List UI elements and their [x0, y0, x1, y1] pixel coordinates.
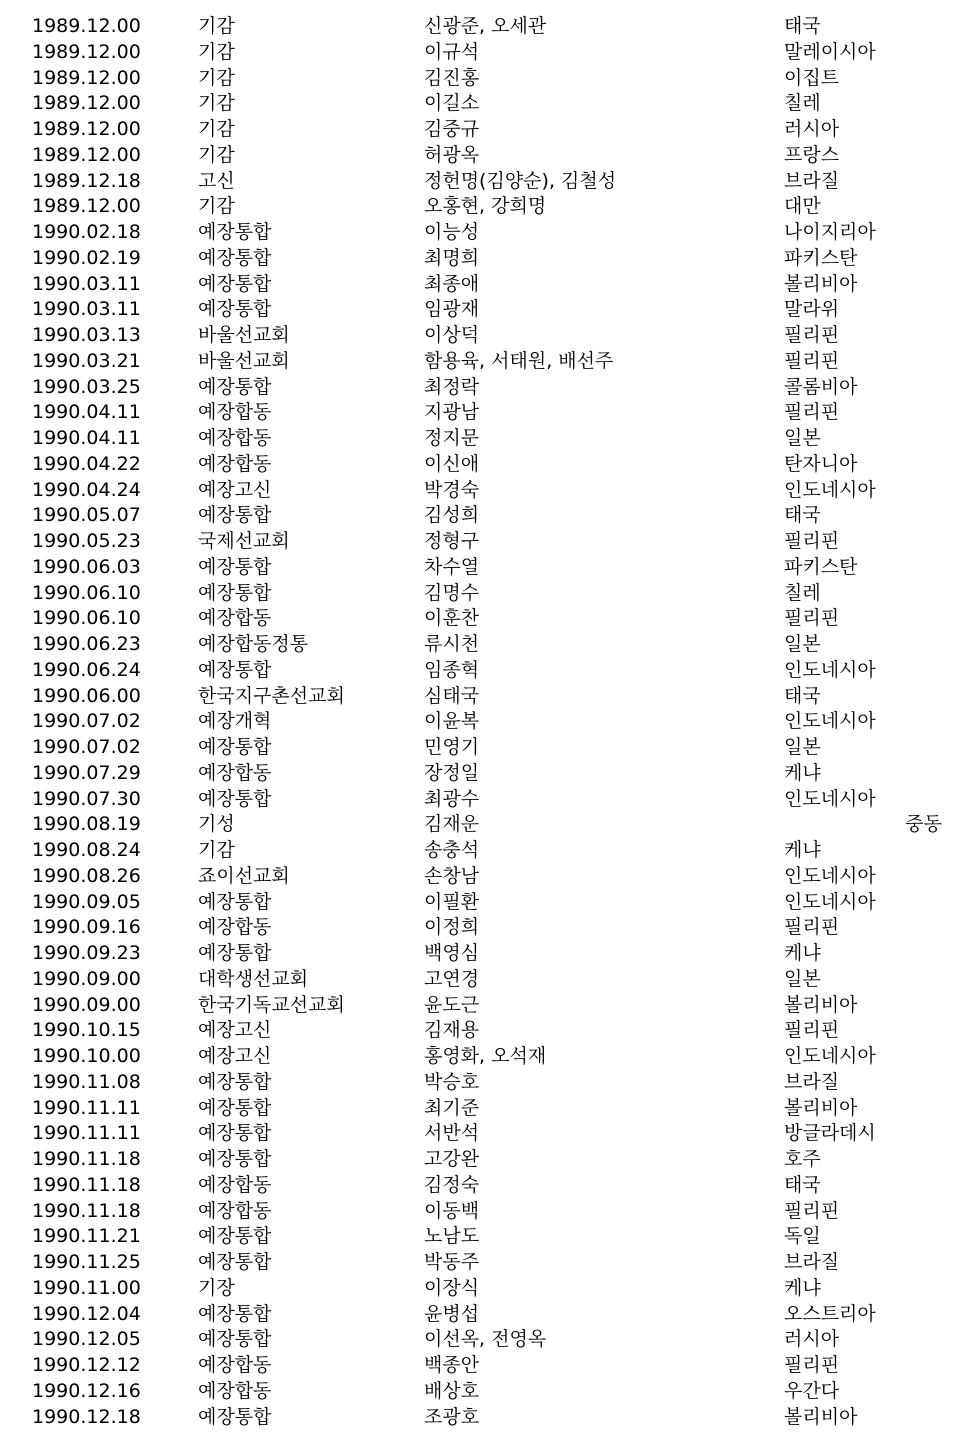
record-missionary-name: 김재용 [424, 1019, 480, 1042]
record-country: 필리핀 [784, 1354, 840, 1376]
record-missionary-name: 이상덕 [424, 324, 480, 346]
record-missionary-name: 최정락 [424, 375, 480, 398]
record-date: 1990.11.08 [32, 1070, 141, 1093]
record-missionary-name: 최기준 [424, 1096, 480, 1119]
record-missionary-name: 민영기 [424, 736, 480, 758]
record-row [0, 169, 970, 195]
record-missionary-name: 최종애 [424, 272, 480, 295]
record-organization: 예장합동 [198, 1199, 272, 1222]
record-missionary-name: 김성희 [424, 504, 480, 527]
record-organization: 예장합동 [198, 1173, 272, 1196]
record-missionary-name: 김재운 [424, 813, 480, 836]
record-organization: 예장통합 [198, 1122, 272, 1145]
record-row [0, 452, 970, 478]
record-organization: 기감 [198, 40, 235, 63]
record-date: 1990.12.05 [32, 1328, 141, 1351]
record-organization: 예장통합 [198, 1405, 272, 1428]
record-date: 1990.11.21 [32, 1225, 141, 1248]
record-country: 케냐 [784, 839, 821, 861]
record-region: 중동 [905, 813, 942, 836]
record-date: 1990.12.18 [32, 1405, 141, 1428]
record-row [0, 993, 970, 1019]
record-missionary-name: 이정희 [424, 916, 480, 939]
record-missionary-name: 최명희 [424, 246, 480, 269]
record-row [0, 349, 970, 375]
record-country: 콜롬비아 [784, 375, 858, 398]
record-missionary-name: 심태국 [424, 684, 480, 707]
record-country: 대만 [784, 195, 821, 218]
record-country: 볼리비아 [784, 1405, 858, 1428]
record-country: 브라질 [784, 169, 840, 192]
record-organization: 예장통합 [198, 736, 272, 758]
record-country: 호주 [784, 1148, 821, 1170]
record-date: 1990.12.16 [32, 1379, 141, 1402]
record-organization: 예장통합 [198, 787, 272, 810]
record-organization: 예장통합 [198, 1302, 272, 1325]
record-date: 1990.10.15 [32, 1019, 141, 1042]
record-organization: 예장통합 [198, 658, 272, 681]
record-row [0, 426, 970, 452]
record-date: 1990.11.18 [32, 1173, 141, 1196]
record-missionary-name: 김정숙 [424, 1173, 480, 1196]
record-row [0, 14, 970, 40]
record-country: 독일 [784, 1225, 821, 1248]
record-date: 1990.06.24 [32, 658, 141, 681]
record-date: 1990.11.11 [32, 1122, 141, 1145]
record-date: 1990.03.11 [32, 298, 141, 321]
record-row [0, 941, 970, 967]
record-row [0, 555, 970, 581]
record-missionary-name: 이신애 [424, 452, 480, 475]
record-row [0, 143, 970, 169]
record-missionary-name: 류시천 [424, 633, 480, 655]
record-date: 1990.03.13 [32, 324, 141, 346]
record-missionary-name: 허광옥 [424, 143, 480, 166]
record-missionary-name: 이필환 [424, 890, 480, 913]
record-missionary-name: 박승호 [424, 1070, 480, 1093]
record-country: 볼리비아 [784, 993, 858, 1016]
record-organization: 바울선교회 [198, 324, 290, 346]
record-country: 칠레 [784, 581, 821, 604]
record-country: 인도네시아 [784, 864, 876, 887]
record-date: 1990.09.00 [32, 967, 141, 990]
record-date: 1990.03.11 [32, 272, 141, 295]
record-date: 1990.04.22 [32, 452, 141, 475]
record-row [0, 323, 970, 349]
record-date: 1990.02.18 [32, 221, 141, 243]
record-country: 인도네시아 [784, 658, 876, 681]
record-date: 1990.11.18 [32, 1199, 141, 1222]
record-row [0, 1405, 970, 1431]
record-country: 탄자니아 [784, 452, 858, 475]
record-date: 1990.05.07 [32, 504, 141, 527]
record-country: 태국 [784, 15, 821, 37]
record-date: 1990.06.10 [32, 581, 141, 604]
record-row [0, 606, 970, 632]
record-organization: 죠이선교회 [198, 864, 290, 887]
record-organization: 기감 [198, 143, 235, 166]
record-row [0, 1224, 970, 1250]
record-date: 1990.04.24 [32, 478, 141, 501]
record-organization: 예장합동 [198, 427, 272, 449]
record-row [0, 915, 970, 941]
record-date: 1990.02.19 [32, 246, 141, 269]
record-country: 필리핀 [784, 916, 840, 939]
record-row [0, 1070, 970, 1096]
record-country: 케냐 [784, 942, 821, 964]
record-missionary-name: 고연경 [424, 967, 480, 990]
record-row [0, 194, 970, 220]
record-organization: 고신 [198, 169, 235, 192]
record-date: 1989.12.00 [32, 15, 141, 37]
record-organization: 기감 [198, 66, 235, 89]
record-missionary-name: 임종혁 [424, 658, 480, 681]
record-country: 말라위 [784, 298, 840, 321]
record-country: 프랑스 [784, 143, 840, 166]
record-row [0, 1173, 970, 1199]
record-missionary-name: 임광재 [424, 298, 480, 321]
record-missionary-name: 차수열 [424, 555, 480, 578]
record-missionary-name: 고강완 [424, 1148, 480, 1170]
record-row [0, 812, 970, 838]
record-country: 파키스탄 [784, 246, 858, 269]
record-country: 태국 [784, 1173, 821, 1196]
record-date: 1990.04.11 [32, 401, 141, 424]
record-missionary-name: 함용육, 서태원, 배선주 [424, 349, 614, 372]
record-organization: 예장합동 [198, 761, 272, 784]
record-row [0, 66, 970, 92]
record-country: 일본 [784, 967, 821, 990]
record-row [0, 1276, 970, 1302]
record-missionary-name: 이길소 [424, 92, 480, 115]
record-row [0, 581, 970, 607]
record-organization: 기감 [198, 839, 235, 861]
record-row [0, 1121, 970, 1147]
record-date: 1990.06.23 [32, 633, 141, 655]
record-date: 1990.08.24 [32, 839, 141, 861]
record-country: 필리핀 [784, 1199, 840, 1222]
record-row [0, 117, 970, 143]
record-country: 브라질 [784, 1070, 840, 1093]
record-organization: 예장통합 [198, 1251, 272, 1273]
record-missionary-name: 이능성 [424, 221, 480, 243]
record-missionary-name: 장정일 [424, 761, 480, 784]
record-organization: 예장통합 [198, 272, 272, 295]
record-row [0, 838, 970, 864]
record-country: 필리핀 [784, 1019, 840, 1042]
record-organization: 기감 [198, 15, 235, 37]
record-row [0, 787, 970, 813]
record-organization: 예장합동 [198, 916, 272, 939]
record-date: 1990.11.00 [32, 1276, 141, 1299]
record-organization: 예장통합 [198, 1328, 272, 1351]
record-country: 일본 [784, 633, 821, 655]
record-missionary-name: 김진홍 [424, 66, 480, 89]
record-country: 필리핀 [784, 349, 840, 372]
record-row [0, 1096, 970, 1122]
record-row [0, 658, 970, 684]
record-organization: 예장고신 [198, 478, 272, 501]
record-organization: 예장통합 [198, 298, 272, 321]
record-country: 인도네시아 [784, 890, 876, 913]
record-row [0, 1044, 970, 1070]
record-missionary-name: 홍영화, 오석재 [424, 1045, 547, 1067]
record-row [0, 1327, 970, 1353]
record-organization: 한국기독교선교회 [198, 993, 345, 1016]
record-missionary-name: 이윤복 [424, 710, 480, 733]
record-date: 1990.07.02 [32, 736, 141, 758]
record-country: 러시아 [784, 118, 840, 140]
record-row [0, 967, 970, 993]
record-missionary-name: 백영심 [424, 942, 480, 964]
record-date: 1989.12.00 [32, 143, 141, 166]
record-date: 1990.12.04 [32, 1302, 141, 1325]
record-organization: 예장통합 [198, 1148, 272, 1170]
record-organization: 예장통합 [198, 504, 272, 527]
record-country: 나이지리아 [784, 221, 876, 243]
record-organization: 예장통합 [198, 1070, 272, 1093]
record-row [0, 684, 970, 710]
record-row [0, 529, 970, 555]
record-country: 필리핀 [784, 530, 840, 552]
record-missionary-name: 노남도 [424, 1225, 480, 1248]
record-row [0, 40, 970, 66]
record-date: 1990.06.03 [32, 555, 141, 578]
record-missionary-name: 이규석 [424, 40, 480, 63]
record-date: 1989.12.00 [32, 92, 141, 115]
record-row [0, 503, 970, 529]
record-country: 인도네시아 [784, 1045, 876, 1067]
record-missionary-name: 박경숙 [424, 478, 480, 501]
record-date: 1990.09.00 [32, 993, 141, 1016]
record-country: 방글라데시 [784, 1122, 876, 1145]
record-missionary-name: 오홍현, 강희명 [424, 195, 547, 218]
missionary-record-list [0, 14, 970, 1430]
record-country: 브라질 [784, 1251, 840, 1273]
record-row [0, 735, 970, 761]
record-row [0, 632, 970, 658]
record-row [0, 272, 970, 298]
record-date: 1990.04.11 [32, 427, 141, 449]
record-organization: 예장합동 [198, 1379, 272, 1402]
record-missionary-name: 김명수 [424, 581, 480, 604]
record-organization: 예장합동정통 [198, 633, 309, 655]
record-country: 일본 [784, 427, 821, 449]
record-date: 1990.08.26 [32, 864, 141, 887]
record-date: 1990.11.11 [32, 1096, 141, 1119]
record-date: 1990.07.29 [32, 761, 141, 784]
record-country: 일본 [784, 736, 821, 758]
record-date: 1990.11.25 [32, 1251, 141, 1273]
record-missionary-name: 정형구 [424, 530, 480, 552]
record-row [0, 1379, 970, 1405]
record-organization: 대학생선교회 [198, 967, 309, 990]
record-country: 우간다 [784, 1379, 840, 1402]
record-row [0, 375, 970, 401]
record-row [0, 400, 970, 426]
record-organization: 기감 [198, 118, 235, 140]
record-date: 1990.03.21 [32, 349, 141, 372]
record-row [0, 1147, 970, 1173]
record-country: 인도네시아 [784, 710, 876, 733]
record-date: 1990.10.00 [32, 1045, 141, 1067]
record-organization: 예장통합 [198, 581, 272, 604]
record-country: 태국 [784, 684, 821, 707]
record-row [0, 890, 970, 916]
record-organization: 기장 [198, 1276, 235, 1299]
record-country: 인도네시아 [784, 787, 876, 810]
record-country: 케냐 [784, 1276, 821, 1299]
record-country: 말레이시아 [784, 40, 876, 63]
record-date: 1990.07.02 [32, 710, 141, 733]
record-country: 이집트 [784, 66, 840, 89]
record-row [0, 1018, 970, 1044]
record-missionary-name: 배상호 [424, 1379, 480, 1402]
record-row [0, 246, 970, 272]
record-row [0, 297, 970, 323]
record-organization: 예장통합 [198, 375, 272, 398]
record-missionary-name: 이선옥, 전영옥 [424, 1328, 547, 1351]
record-row [0, 1199, 970, 1225]
record-row [0, 864, 970, 890]
record-organization: 기감 [198, 195, 235, 218]
record-country: 볼리비아 [784, 1096, 858, 1119]
record-date: 1990.06.10 [32, 607, 141, 630]
record-missionary-name: 서반석 [424, 1122, 480, 1145]
record-organization: 기감 [198, 92, 235, 115]
record-date: 1990.11.18 [32, 1148, 141, 1170]
record-country: 러시아 [784, 1328, 840, 1351]
record-row [0, 478, 970, 504]
record-organization: 예장통합 [198, 1096, 272, 1119]
record-organization: 예장통합 [198, 1225, 272, 1248]
record-date: 1990.07.30 [32, 787, 141, 810]
record-date: 1989.12.00 [32, 66, 141, 89]
record-missionary-name: 김중규 [424, 118, 480, 140]
record-date: 1990.06.00 [32, 684, 141, 707]
record-country: 필리핀 [784, 324, 840, 346]
record-missionary-name: 이동백 [424, 1199, 480, 1222]
record-date: 1990.09.23 [32, 942, 141, 964]
record-date: 1990.09.16 [32, 916, 141, 939]
record-organization: 예장고신 [198, 1019, 272, 1042]
record-organization: 예장통합 [198, 246, 272, 269]
record-missionary-name: 송충석 [424, 839, 480, 861]
record-organization: 국제선교회 [198, 530, 290, 552]
record-date: 1990.09.05 [32, 890, 141, 913]
record-country: 필리핀 [784, 401, 840, 424]
record-country: 태국 [784, 504, 821, 527]
record-row [0, 709, 970, 735]
record-country: 필리핀 [784, 607, 840, 630]
record-date: 1989.12.00 [32, 118, 141, 140]
record-date: 1990.03.25 [32, 375, 141, 398]
record-missionary-name: 이장식 [424, 1276, 480, 1299]
record-country: 케냐 [784, 761, 821, 784]
record-date: 1990.05.23 [32, 530, 141, 552]
record-row [0, 761, 970, 787]
record-row [0, 91, 970, 117]
record-missionary-name: 손창남 [424, 864, 480, 887]
record-date: 1989.12.00 [32, 40, 141, 63]
record-organization: 바울선교회 [198, 349, 290, 372]
record-country: 볼리비아 [784, 272, 858, 295]
record-missionary-name: 박동주 [424, 1251, 480, 1273]
record-organization: 한국지구촌선교회 [198, 684, 345, 707]
record-date: 1990.08.19 [32, 813, 141, 836]
record-organization: 예장통합 [198, 942, 272, 964]
record-missionary-name: 윤도근 [424, 993, 480, 1016]
record-row [0, 1250, 970, 1276]
record-organization: 예장통합 [198, 890, 272, 913]
record-organization: 기성 [198, 813, 235, 836]
record-organization: 예장통합 [198, 221, 272, 243]
record-missionary-name: 정헌명(김양순), 김철성 [424, 169, 617, 192]
record-organization: 예장고신 [198, 1045, 272, 1067]
record-date: 1990.12.12 [32, 1354, 141, 1376]
record-missionary-name: 정지문 [424, 427, 480, 449]
record-row [0, 1353, 970, 1379]
record-missionary-name: 백종안 [424, 1354, 480, 1376]
record-country: 칠레 [784, 92, 821, 115]
record-missionary-name: 조광호 [424, 1405, 480, 1428]
record-missionary-name: 윤병섭 [424, 1302, 480, 1325]
record-organization: 예장합동 [198, 1354, 272, 1376]
record-country: 인도네시아 [784, 478, 876, 501]
record-organization: 예장통합 [198, 555, 272, 578]
record-organization: 예장합동 [198, 401, 272, 424]
record-organization: 예장합동 [198, 607, 272, 630]
record-organization: 예장합동 [198, 452, 272, 475]
record-missionary-name: 신광준, 오세관 [424, 15, 547, 37]
record-date: 1989.12.18 [32, 169, 141, 192]
record-missionary-name: 이훈찬 [424, 607, 480, 630]
record-row [0, 1302, 970, 1328]
record-missionary-name: 최광수 [424, 787, 480, 810]
record-row [0, 220, 970, 246]
record-date: 1989.12.00 [32, 195, 141, 218]
record-organization: 예장개혁 [198, 710, 272, 733]
record-missionary-name: 지광남 [424, 401, 480, 424]
record-country: 파키스탄 [784, 555, 858, 578]
record-country: 오스트리아 [784, 1302, 876, 1325]
